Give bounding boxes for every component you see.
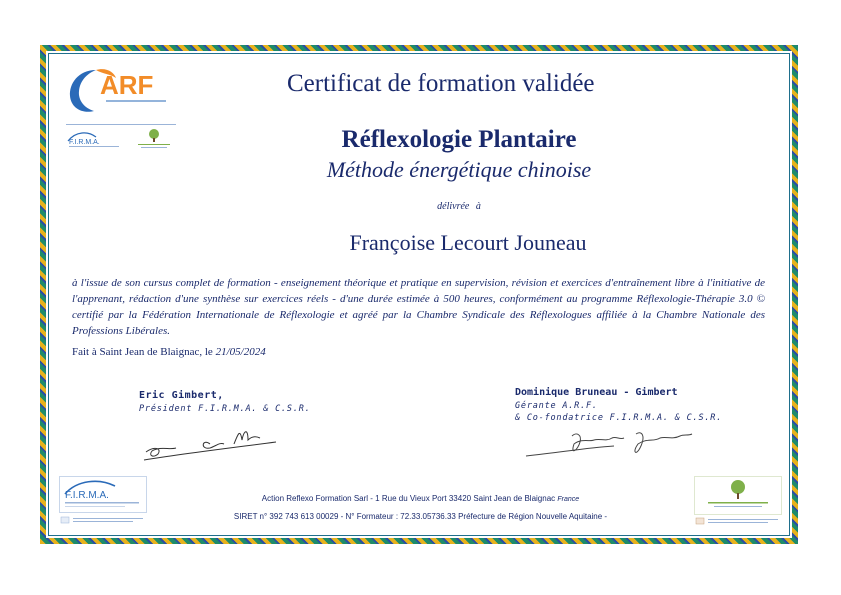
- recipient-name: Françoise Lecourt Jouneau: [349, 230, 587, 255]
- footer-siret: SIRET n° 392 743 613 00029 - N° Formateur : 72.33.05736.33 Préfecture de Région Nouvelle Aquitaine -: [233, 512, 608, 521]
- right-signature: [524, 426, 698, 462]
- arf-logo: [66, 64, 176, 119]
- left-signatory-name: Eric Gimbert,: [139, 390, 224, 401]
- right-signatory-role-2: & Co-fondatrice F.I.R.M.A. & C.S.R.: [515, 413, 723, 423]
- right-signatory-role-1: Gérante A.R.F.: [515, 401, 598, 411]
- arf-logo-letters: ARF: [100, 70, 154, 100]
- firma-logo-text: F.I.R.M.A.: [65, 490, 109, 501]
- right-signatory-name: Dominique Bruneau - Gimbert: [515, 387, 678, 398]
- footer-address-text: Action Reflexo Formation Sarl - 1 Rue du Vieux Port 33420 Saint Jean de Blaignac: [261, 494, 556, 503]
- footer-country: France: [557, 496, 580, 503]
- certificate-body: à l'issue de son cursus complet de formation - enseignement théorique et pratique en supervision, révision et exercices d'entraînement libre à l'initiative de l'apprenant, rédaction d'une synthèse sur exercices réels - d'une durée estimée à 500 heures, conformément au programme Réflexologie-Thérapie 3.0 © certifié par la Fédération Internationale de Réflexologie et agréé par la Chambre Syndicale des Réflexologues affiliée à la Chambre Nationale des Professions Libérales.: [72, 277, 765, 337]
- certificate-subject: Réflexologie Plantaire: [341, 126, 577, 153]
- left-signature: [140, 418, 280, 464]
- made-at-date: 21/05/2024: [215, 346, 266, 358]
- made-at-line: [72, 346, 266, 358]
- made-at-prefix: Fait à Saint Jean de Blaignac, le: [72, 346, 216, 358]
- footer-address: [0, 494, 841, 503]
- certificate-method: Méthode énergétique chinoise: [326, 157, 592, 182]
- left-signatory-role: Président F.I.R.M.A. & C.S.R.: [139, 404, 311, 414]
- arf-logo-mark: [66, 64, 176, 119]
- firma-small-text: F.I.R.M.A.: [69, 139, 100, 146]
- arf-logo-divider: [66, 124, 176, 125]
- delivered-to-label: délivrée à: [437, 201, 481, 212]
- certificate-title: Certificat de formation validée: [287, 70, 595, 97]
